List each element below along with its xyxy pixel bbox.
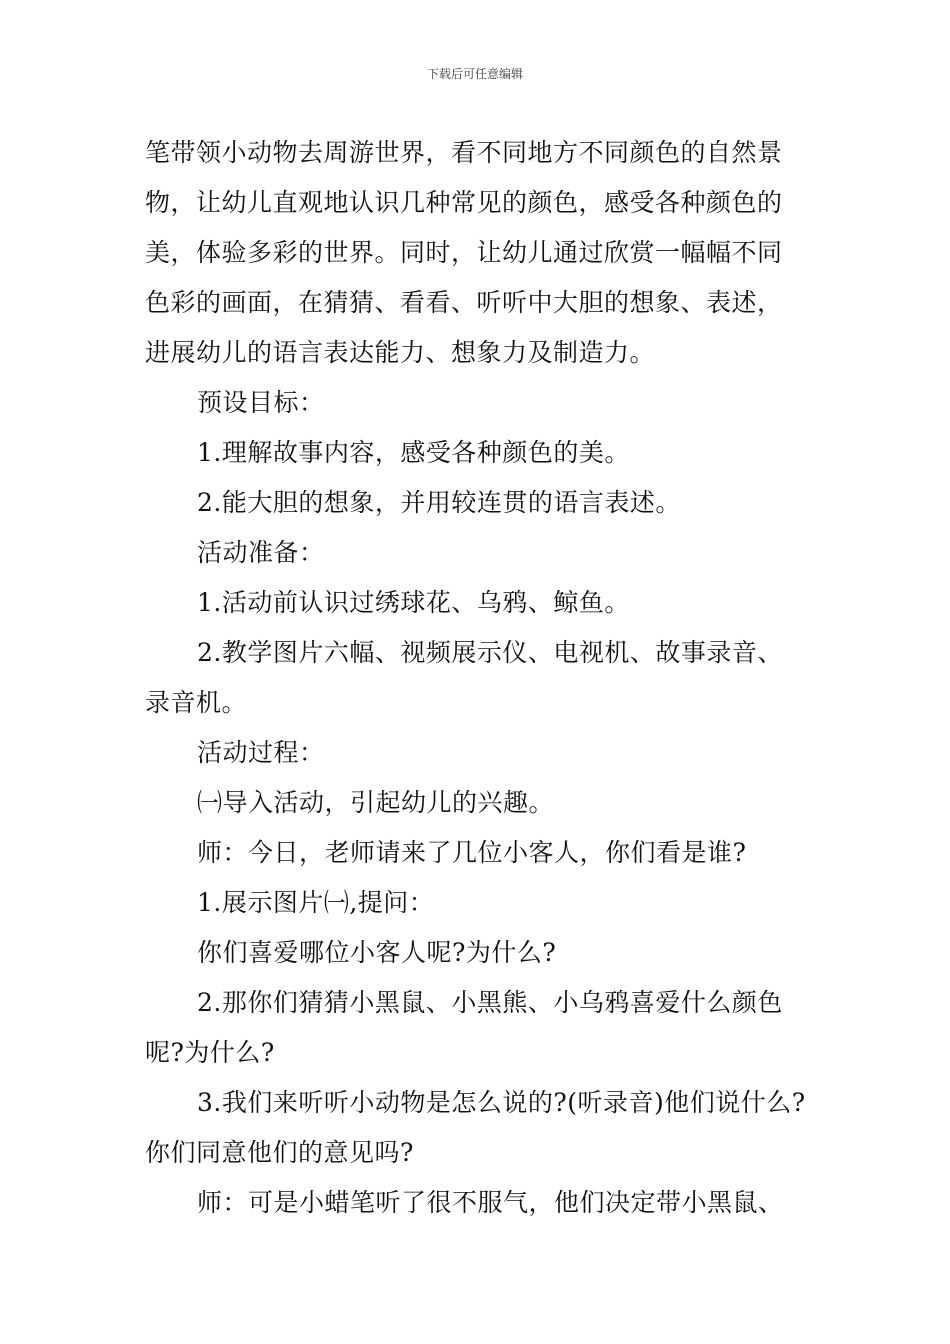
- text-line: 美，体验多彩的世界。同时，让幼儿通过欣赏一幅幅不同: [145, 238, 783, 267]
- text-line: 你们喜爱哪位小客人呢?为什么?: [197, 938, 557, 967]
- text-line: 笔带领小动物去周游世界，看不同地方不同颜色的自然景: [145, 138, 783, 167]
- text-line: 师：可是小蜡笔听了很不服气，他们决定带小黑鼠、: [197, 1188, 784, 1217]
- text-line: 2.能大胆的想象，并用较连贯的语言表述。: [197, 488, 681, 517]
- text-line: 物，让幼儿直观地认识几种常见的颜色，感受各种颜色的: [145, 188, 783, 217]
- body-text: [145, 128, 810, 1228]
- text-line: 录音机。: [145, 688, 248, 717]
- text-line: 2.那你们猜猜小黑鼠、小黑熊、小乌鸦喜爱什么颜色: [197, 988, 783, 1017]
- page-header: 下载后可任意编辑: [426, 67, 523, 81]
- text-line: 师：今日，老师请来了几位小客人，你们看是谁?: [197, 838, 747, 867]
- text-line: 1.展示图片㈠,提问：: [197, 888, 435, 917]
- text-line: 色彩的画面，在猜猜、看看、听听中大胆的想象、表述，: [145, 288, 783, 317]
- text-line: 1.活动前认识过绣球花、乌鸦、鲸鱼。: [197, 588, 630, 617]
- text-line: 1.理解故事内容，感受各种颜色的美。: [197, 438, 630, 467]
- text-line: 呢?为什么?: [145, 1038, 275, 1067]
- text-line: 你们同意他们的意见吗?: [145, 1138, 414, 1167]
- text-line: 活动准备：: [197, 538, 325, 567]
- text-line: 预设目标：: [197, 388, 325, 417]
- text-line: 活动过程：: [197, 738, 325, 767]
- text-line: ㈠导入活动，引起幼儿的兴趣。: [197, 788, 555, 817]
- text-line: 3.我们来听听小动物是怎么说的?(听录音)他们说什么?: [197, 1088, 806, 1117]
- text-line: 进展幼儿的语言表达能力、想象力及制造力。: [145, 338, 656, 367]
- text-line: 2.教学图片六幅、视频展示仪、电视机、故事录音、: [197, 638, 783, 667]
